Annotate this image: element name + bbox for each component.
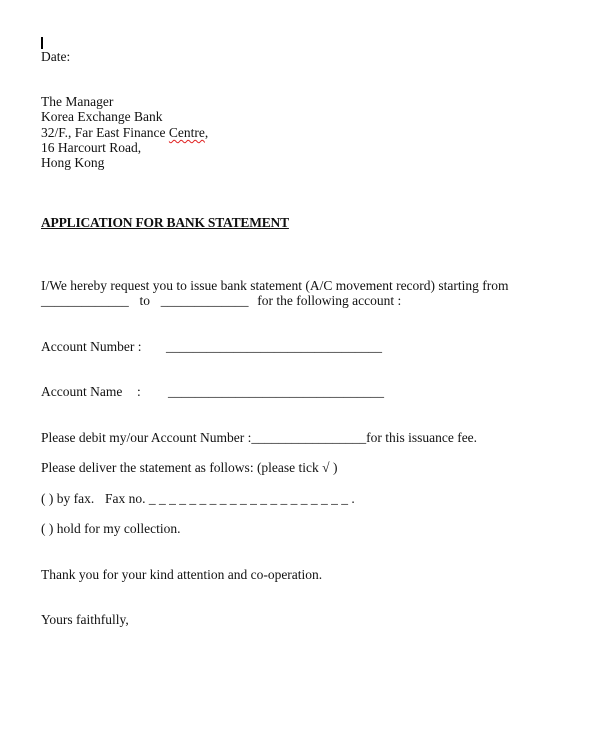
option-fax: ( ) by fax. Fax no. _ _ _ _ _ _ _ _ _ _ _ _ _ _ _ _ _ _ _ _ . <box>41 491 355 506</box>
request-line-1: I/We hereby request you to issue bank statement (A/C movement record) starting from <box>41 278 509 293</box>
request-line-2: _____________ to _____________ for the following account : <box>41 293 402 308</box>
recipient-line-3: 32/F., Far East Finance Centre, <box>41 125 209 140</box>
date-to-blank[interactable]: _____________ <box>160 293 249 308</box>
recipient-line-4: 16 Harcourt Road, <box>41 140 142 155</box>
account-name-colon: : <box>137 384 141 399</box>
account-number-blank[interactable]: ________________________________ <box>166 339 382 354</box>
debit-line: Please debit my/our Account Number :_________________for this issuance fee. <box>41 430 478 445</box>
deliver-instruction: Please deliver the statement as follows: (please tick √ ) <box>41 460 338 475</box>
date-label: Date: <box>41 49 71 64</box>
debit-account-blank[interactable]: _________________ <box>251 430 367 445</box>
date-from-blank[interactable]: _____________ <box>41 293 129 308</box>
option-hold: ( ) hold for my collection. <box>41 521 181 536</box>
document-title: APPLICATION FOR BANK STATEMENT <box>41 215 289 230</box>
fax-number-blank[interactable]: _ _ _ _ _ _ _ _ _ _ _ _ _ _ _ _ _ _ _ _ . <box>148 491 355 506</box>
closing-line: Yours faithfully, <box>41 612 129 627</box>
spellcheck-flagged-word[interactable]: Centre <box>168 125 205 140</box>
account-name-label: Account Name <box>41 384 123 399</box>
account-name-blank[interactable]: ________________________________ <box>168 384 384 399</box>
recipient-line-5: Hong Kong <box>41 155 105 170</box>
account-number-label: Account Number : <box>41 339 142 354</box>
text-cursor <box>41 37 43 49</box>
hold-tick-box[interactable]: ( ) <box>41 521 54 536</box>
recipient-line-2: Korea Exchange Bank <box>41 109 163 124</box>
fax-tick-box[interactable]: ( ) <box>41 491 54 506</box>
thanks-line: Thank you for your kind attention and co-operation. <box>41 567 323 582</box>
recipient-line-1: The Manager <box>41 94 114 109</box>
